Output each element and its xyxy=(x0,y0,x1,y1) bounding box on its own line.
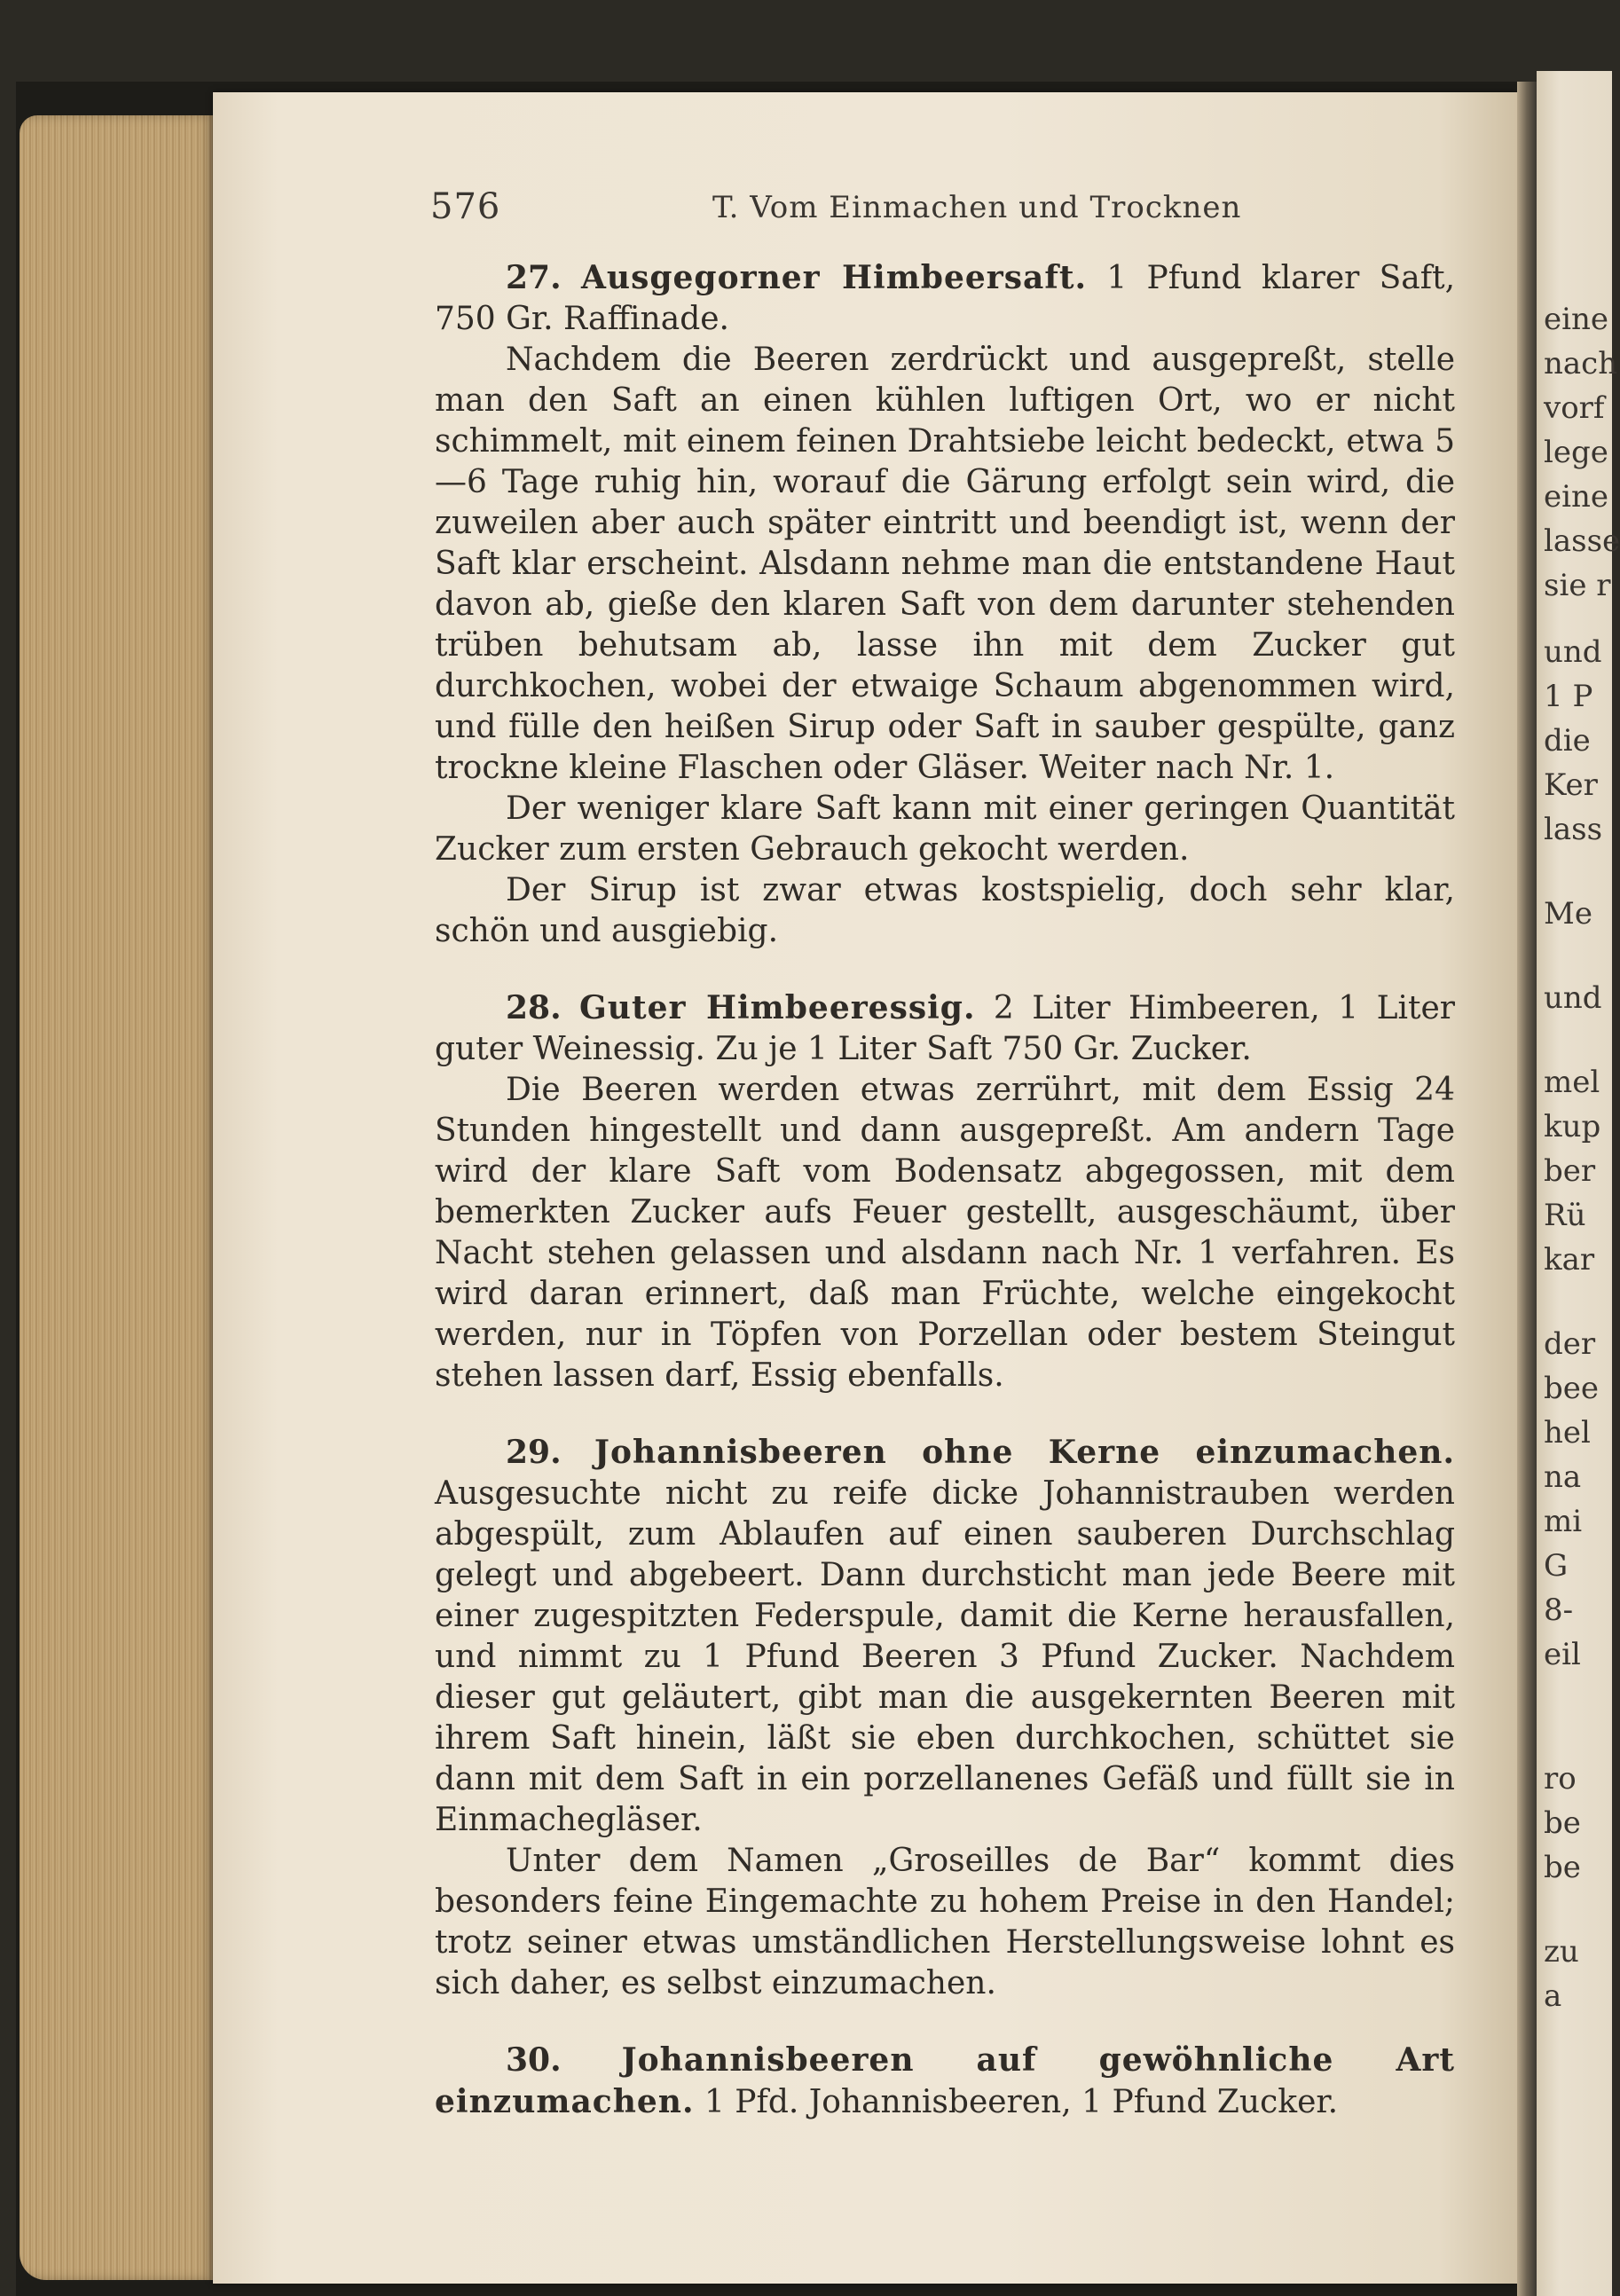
recipe-number: 29. xyxy=(506,1434,562,1471)
next-page-line: eil xyxy=(1544,1637,1581,1672)
next-page-line: sie r xyxy=(1544,568,1611,603)
next-page-line: lass xyxy=(1544,812,1603,847)
facing-page-fragment xyxy=(1537,71,1620,2296)
recipe-entry xyxy=(435,1432,1455,2004)
recipe-paragraph: Der weniger klare Saft kann mit einer geringen Quantität Zucker zum ersten Gebrauch gekocht werden. xyxy=(435,790,1455,868)
recipe-paragraph: Nachdem die Beeren zerdrückt und ausgepreßt, stelle man den Saft an einen kühlen luftigen Ort, wo er nicht schimmelt, mit einem feinen Drahtsiebe leicht bedeckt, etwa 5—6 Tage ruhig hin, worauf die Gärung erfolgt sein wird, die zuweilen aber auch später eintritt und beendigt ist, wenn der Saft klar erscheint. Alsdann nehme man die entstandene Haut davon ab, gieße den klaren Saft von dem darunter stehenden trüben behutsam ab, lasse ihn mit dem Zucker gut durchkochen, wobei der etwaige Schaum abgenommen wird, und fülle den heißen Sirup oder Saft in sauber gespülte, ganz trockne kleine Flaschen oder Gläser. Weiter nach Nr. 1. xyxy=(435,342,1455,786)
next-page-line: ro xyxy=(1544,1761,1577,1797)
recipe-number: 27. xyxy=(506,259,562,296)
next-page-line: ber xyxy=(1544,1153,1596,1189)
next-page-line: a xyxy=(1544,1978,1562,2014)
recipe-ingredients: 2 Liter Himbeeren, 1 Liter guter Weinessig. Zu je 1 Liter Saft 750 Gr. Zucker. xyxy=(435,990,1455,1067)
next-page-line: 1 P xyxy=(1544,679,1593,714)
page-block-edge xyxy=(20,115,215,2280)
recipe-paragraph: Die Beeren werden etwas zerrührt, mit dem Essig 24 Stunden hingestellt und dann ausgepreßt. Am andern Tage wird der klare Saft vom Bodensatz abgegossen, mit dem bemerkten Zucker aufs Feuer gestellt, ausgeschäumt, über Nacht stehen gelassen und alsdann nach Nr. 1 verfahren. Es wird daran erinnert, daß man Früchte, welche eingekocht werden, nur in Töpfen von Porzellan oder bestem Steingut stehen lassen darf, Essig ebenfalls. xyxy=(435,1072,1455,1394)
next-page-line: na xyxy=(1544,1459,1582,1495)
recipe-entry xyxy=(435,987,1455,1396)
next-page-line: be xyxy=(1544,1850,1581,1885)
recipe-heading-paragraph xyxy=(435,257,1455,340)
running-title: T. Vom Einmachen und Trocknen xyxy=(712,190,1242,225)
recipe-heading-paragraph xyxy=(435,2040,1455,2123)
recipe-ingredients: 1 Pfund klarer Saft, 750 Gr. Raffinade. xyxy=(435,260,1456,337)
next-page-line: und xyxy=(1544,980,1602,1016)
recipe-number: 28. xyxy=(506,989,562,1026)
recipe-title: Guter Himbeeressig. xyxy=(579,989,976,1026)
next-page-line: bee xyxy=(1544,1371,1600,1406)
page-number: 576 xyxy=(430,186,501,227)
recipe-entry xyxy=(435,257,1455,952)
next-page-line: Ker xyxy=(1544,767,1598,803)
next-page-line: be xyxy=(1544,1805,1581,1841)
next-page-line: eine xyxy=(1544,479,1609,515)
recipe-title: Ausgegorner Himbeersaft. xyxy=(580,259,1087,296)
next-page-line: kar xyxy=(1544,1242,1595,1278)
recipe-ingredients: Ausgesuchte nicht zu reife dicke Johannistrauben werden abgespült, zum Ablaufen auf einen sauberen Durchschlag gelegt und abgebeert. Dann durchsticht man jede Beere mit einer zugespitzten Federspule, damit die Kerne herausfallen, und nimmt zu 1 Pfund Beeren 3 Pfund Zucker. Nachdem dieser gut geläutert, gibt man die ausgekernten Beeren mit ihrem Saft hinein, läßt sie eben durchkochen, schüttet sie dann mit dem Saft in ein porzellanenes Gefäß und füllt sie in Einmachegläser. xyxy=(435,1475,1455,1838)
next-page-line: hel xyxy=(1544,1415,1591,1451)
recipe-entry xyxy=(435,2040,1455,2123)
next-page-line: lasse xyxy=(1544,523,1620,559)
next-page-line: mi xyxy=(1544,1504,1583,1539)
next-page-line: vorf xyxy=(1544,390,1605,426)
recipe-heading-paragraph xyxy=(435,987,1455,1070)
book-gutter xyxy=(1517,82,1537,2296)
next-page-line: lege xyxy=(1544,435,1608,470)
next-page-line: eine xyxy=(1544,302,1609,337)
next-page-line: die xyxy=(1544,723,1591,759)
next-page-line: kup xyxy=(1544,1109,1601,1144)
recipe-paragraph: Unter dem Namen „Groseilles de Bar“ kommt dies besonders feine Eingemachte zu hohem Preise in den Handel; trotz seiner etwas umständlichen Herstellungsweise lohnt es sich daher, es selbst einzumachen. xyxy=(435,1843,1455,2001)
page-header xyxy=(430,186,1459,240)
recipe-number: 30. xyxy=(506,2041,562,2079)
next-page-line: zu xyxy=(1544,1934,1579,1970)
next-page-line: mel xyxy=(1544,1065,1600,1100)
next-page-line: der xyxy=(1544,1326,1596,1362)
next-page-line: und xyxy=(1544,634,1602,670)
next-page-line: Me xyxy=(1544,896,1592,932)
recipe-paragraph: Der Sirup ist zwar etwas kostspielig, doch sehr klar, schön und ausgiebig. xyxy=(435,872,1455,949)
recipe-heading-paragraph xyxy=(435,1432,1455,1841)
recipe-title: Johannisbeeren auf gewöhnliche Art einzumachen. xyxy=(435,2041,1455,2120)
recipe-ingredients: 1 Pfd. Johannisbeeren, 1 Pfund Zucker. xyxy=(704,2084,1339,2120)
page-body xyxy=(435,257,1455,2158)
next-page-line: G xyxy=(1544,1548,1569,1584)
recipe-title: Johannisbeeren ohne Kerne einzumachen. xyxy=(594,1434,1455,1471)
next-page-line: Rü xyxy=(1544,1198,1586,1233)
next-page-line: 8- xyxy=(1544,1592,1574,1628)
next-page-line: nach xyxy=(1544,346,1618,381)
